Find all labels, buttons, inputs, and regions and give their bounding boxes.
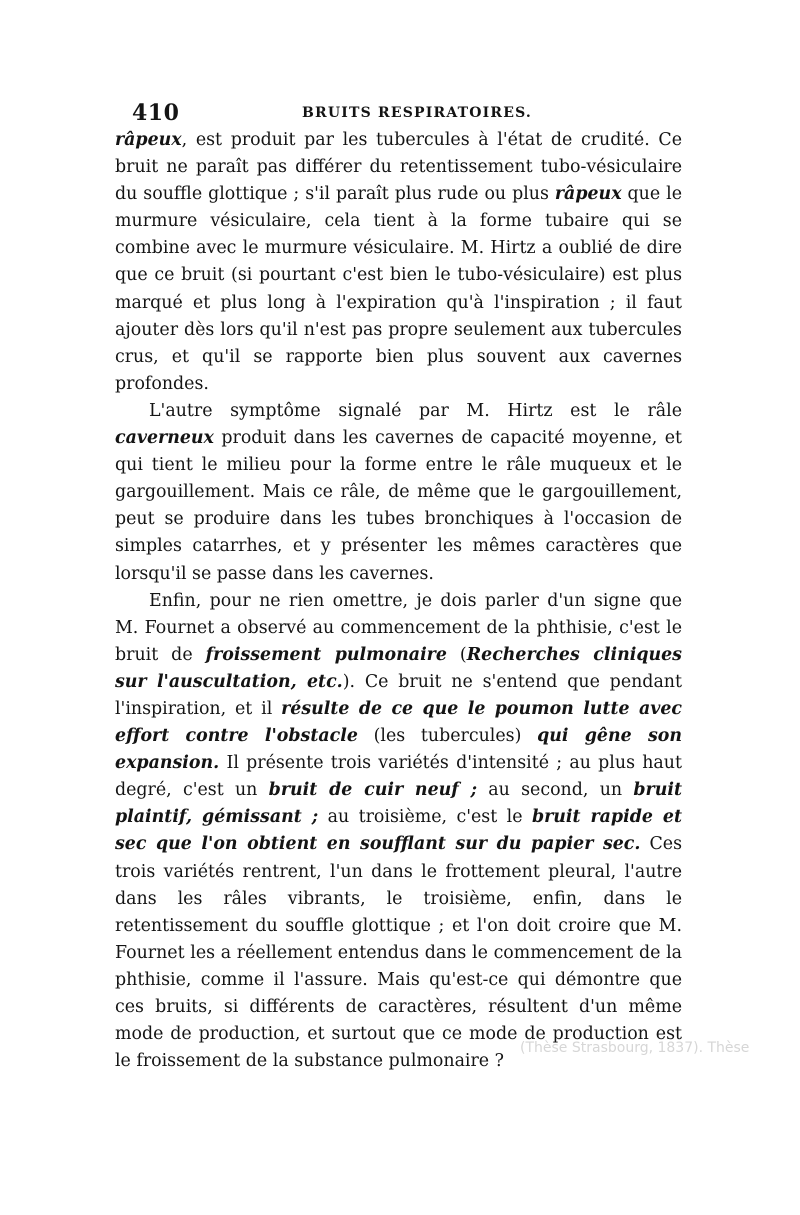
text-segment: au second, un (477, 780, 634, 801)
text-segment: (les tubercules) (357, 726, 538, 747)
text-segment: au troisième, c'est le (318, 807, 532, 828)
body-text (115, 127, 682, 1075)
text-segment: Enfin, pour ne rien omettre, je dois parler d'un signe que M. Fournet a observé au commencement de la phthisie, c'est le bruit de (115, 590, 682, 665)
paragraph-1 (115, 127, 682, 398)
italic-text-segment: râpeux (554, 184, 622, 205)
text-segment: produit dans les cavernes de capacité moyenne, et qui tient le milieu pour la forme entre le râle muqueux et le gargouillement. Mais ce râle, de même que le gargouillement, peut se produire dans les tubes bronchiques à l'occasion de simples catarrhes, et y présenter les mêmes caractères que lorsqu'il se passe dans les cavernes. (115, 428, 682, 584)
text-segment: , est produit par les tubercules à l'état de crudité. Ce bruit ne paraît pas différer du retentissement tubo-vésiculaire du souffle glottique ; s'il paraît plus rude ou plus (115, 130, 682, 205)
page-number: 410 (132, 100, 180, 126)
paragraph-3 (115, 588, 682, 1076)
italic-text-segment: râpeux (115, 130, 182, 150)
text-segment: que le murmure vésiculaire, cela tient à la forme tubaire qui se combine avec le murmure vésiculaire. M. Hirtz a oublié de dire que ce bruit (si pourtant c'est bien le tubo-vésiculaire) est plus marqué et plus long à l'expiration qu'à l'inspiration ; il faut ajouter dès lors qu'il n'est pas propre seulement aux tubercules crus, et qu'il se rapporte bien plus souvent aux cavernes profondes. (115, 184, 682, 394)
page-header (132, 100, 702, 130)
italic-text-segment: Recherches cliniques sur l'auscultation, etc. (115, 644, 682, 692)
text-segment: ( (446, 644, 467, 665)
text-segment: Il présente trois variétés d'intensité ; au plus haut degré, c'est un (115, 753, 682, 801)
italic-text-segment: qui gêne son expansion. (115, 726, 682, 774)
italic-text-segment: résulte de ce que le poumon lutte avec effort contre l'obstacle (115, 698, 682, 747)
italic-text-segment: caverneux (115, 428, 214, 449)
italic-text-segment: bruit rapide et sec que l'on obtient en soufflant sur du papier sec. (115, 807, 682, 855)
text-segment: Ces trois variétés rentrent, l'un dans le frottement pleural, l'autre dans les râles vibrants, le troisième, enfin, dans le retentissement du souffle glottique ; et l'on doit croire que M. Fournet les a réellement entendus dans le commencement de la phthisie, comme il l'assure. Mais qu'est-ce qui démontre que ces bruits, si différents de caractères, résultent d'un même mode de production, et surtout que ce mode de production est le froissement de la substance pulmonaire ? (115, 834, 682, 1072)
text-segment: ). Ce bruit ne s'entend que pendant l'inspiration, et il (115, 671, 682, 719)
paragraph-2 (115, 398, 682, 588)
bleed-through-text: (Thèse Strasbourg, 1837). Thèse (520, 1040, 750, 1056)
running-title: BRUITS RESPIRATOIRES. (301, 105, 532, 121)
italic-text-segment: bruit plaintif, gémissant ; (115, 780, 682, 828)
italic-text-segment: bruit de cuir neuf ; (268, 780, 477, 801)
text-segment: L'autre symptôme signalé par M. Hirtz est le râle (149, 400, 682, 421)
italic-text-segment: froissement pulmonaire (205, 644, 447, 665)
